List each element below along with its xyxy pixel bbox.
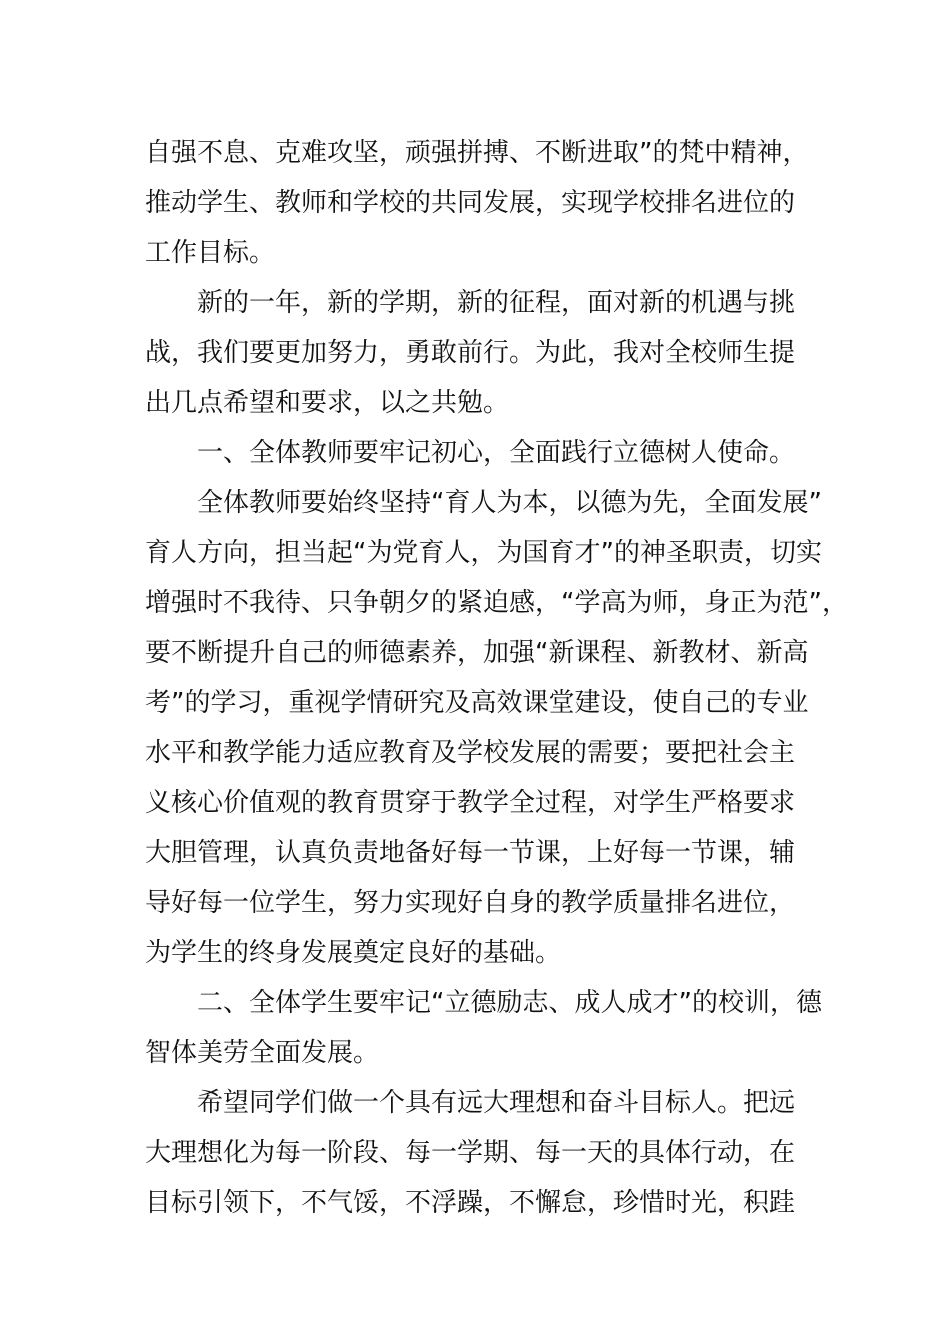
text-line: 全体教师要始终坚持“育人为本，以德为先，全面发展”	[145, 488, 822, 518]
text-line: 战，我们要更加努力，勇敢前行。为此，我对全校师生提	[145, 338, 796, 368]
section-heading: 二、全体学生要牢记“立德励志、成人成才”的校训，德	[145, 988, 822, 1018]
text-line: 导好每一位学生，努力实现好自身的教学质量排名进位，	[145, 888, 796, 918]
text-line: 智体美劳全面发展。	[145, 1038, 380, 1068]
text-line: 水平和教学能力适应教育及学校发展的需要；要把社会主	[145, 738, 796, 768]
text-line: 义核心价值观的教育贯穿于教学全过程，对学生严格要求	[145, 788, 796, 818]
text-line: 大理想化为每一阶段、每一学期、每一天的具体行动，在	[145, 1138, 796, 1168]
text-line: 为学生的终身发展奠定良好的基础。	[145, 938, 562, 968]
body-text	[145, 128, 848, 1228]
text-line: 考”的学习，重视学情研究及高效课堂建设，使自己的专业	[145, 688, 809, 718]
text-line: 目标引领下，不气馁，不浮躁，不懈怠，珍惜时光，积跬	[145, 1188, 796, 1218]
text-line: 增强时不我待、只争朝夕的紧迫感，“学高为师，身正为范”，	[145, 588, 848, 618]
text-line: 自强不息、克难攻坚，顽强拼搏、不断进取”的梵中精神，	[145, 138, 809, 168]
text-line: 要不断提升自己的师德素养，加强“新课程、新教材、新高	[145, 638, 809, 668]
text-line: 大胆管理，认真负责地备好每一节课，上好每一节课，辅	[145, 838, 796, 868]
text-line: 育人方向，担当起“为党育人，为国育才”的神圣职责，切实	[145, 538, 822, 568]
text-line: 希望同学们做一个具有远大理想和奋斗目标人。把远	[145, 1088, 796, 1118]
text-line: 推动学生、教师和学校的共同发展，实现学校排名进位的	[145, 188, 796, 218]
section-heading: 一、全体教师要牢记初心，全面践行立德树人使命。	[145, 438, 796, 468]
text-line: 新的一年，新的学期，新的征程，面对新的机遇与挑	[145, 288, 796, 318]
text-line: 出几点希望和要求，以之共勉。	[145, 388, 510, 418]
text-line: 工作目标。	[145, 238, 276, 268]
